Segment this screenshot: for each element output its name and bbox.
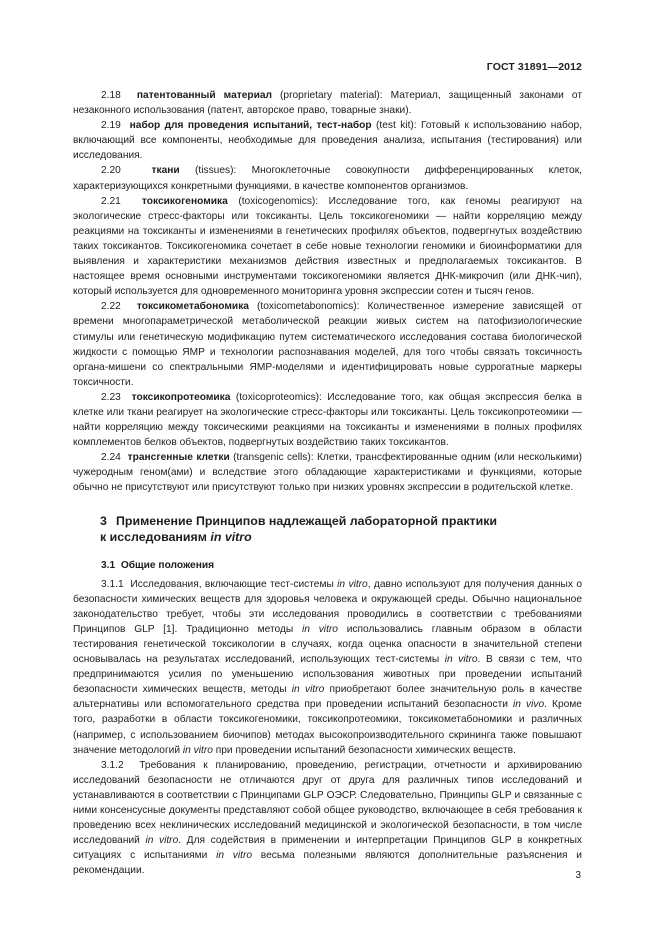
italic-term: in vitro: [291, 684, 325, 696]
document-body: [73, 88, 582, 879]
subsection-title: Общие положения: [120, 559, 215, 571]
definition-number: 2.21: [101, 195, 121, 207]
section-number: 3: [100, 513, 107, 528]
subsection-number: 3.1: [101, 559, 116, 571]
paragraph-text: приобретают более значительную роль в качестве альтернативы или вспомогательного средства при проведении испытаний безопасности: [73, 684, 582, 711]
definition-text: (toxicometabonomics): Количественное измерение зависящей от времени многопараметрической метаболической реакции живых систем на патофизиологические стимулы или генетическую модификацию путем систематического исследования состава биологической жидкости с помощью ЯМР и технологии распознавания моделей, для того чтобы связать токсичность органа-мишени со спектральными ЯМР-моделями и идентифицировать новые суррогатные маркеры токсичности.: [73, 301, 582, 388]
definition-term: токсикогеномика: [141, 195, 228, 207]
definition-term: токсикопротеомика: [131, 391, 231, 403]
paragraph-text: , давно используют для получения данных о безопасности химических веществ для здоровья человека и окружающей среды. Обычно национальное законодательство требует, чтобы эти исследования проводились в соответствии с требованиями Принципов GLP [1]. Традиционно методы: [73, 578, 582, 635]
paragraph-number: 3.1.2: [101, 759, 124, 771]
italic-term: in vitro: [182, 744, 213, 756]
italic-term: in vitro: [216, 850, 253, 862]
definition-2-19: [73, 118, 582, 163]
definition-2-21: [73, 194, 582, 300]
paragraph-text: . В связи с тем, что предпринимаются усилия по уменьшению использования животных при проведении испытаний безопасности химических веществ, методы: [73, 654, 583, 696]
definition-2-24: [73, 450, 582, 495]
italic-term: in vitro: [302, 623, 338, 635]
page-number: 3: [575, 870, 581, 881]
paragraph-text: при проведении испытаний безопасности химических веществ.: [212, 744, 516, 756]
definition-term: ткани: [151, 165, 180, 177]
definition-text: (toxicoproteomics): Исследование того, как общая экспрессия белка в клетке или ткани реагирует на экологические стресс-факторы или токсиканты. Цель токсикопротеомики — найти корреляцию между токсическими реакциями на токсиканты и изменениями в полных профилях комплементов белков объектов, подвергнутых воздействию таких токсикантов.: [73, 391, 583, 449]
definition-term: токсикометабономика: [136, 301, 249, 313]
definition-number: 2.22: [101, 301, 121, 313]
section-heading: [73, 513, 582, 546]
definition-term: патентованный материал: [136, 90, 273, 101]
definition-text: (transgenic cells): Клетки, трансфектированные одним (или несколькими) чужеродным геном(ами) и вследствие этого обладающие характеристиками и функциями, которые обычно не присутствуют или присутствуют только при низких уровнях экспрессии в родительской клетке.: [73, 452, 582, 494]
definition-number: 2.19: [101, 120, 121, 132]
definition-number: 2.24: [101, 452, 121, 464]
italic-term: in vitro: [444, 654, 478, 666]
section-title-italic: in vitro: [210, 530, 252, 545]
definition-2-23: [73, 390, 582, 450]
definition-number: 2.18: [101, 90, 121, 101]
italic-term: in vitro: [337, 578, 368, 590]
definition-text: (test kit): Готовый к использованию набор, включающий все компоненты, необходимые для проведения анализа, испытания (тестирования) или исследования.: [73, 120, 582, 162]
definition-text: (toxicogenomics): Исследование того, как геномы реагируют на экологические стресс-факторы или токсиканты. Цель токсикогеномики — найти корреляцию между реакциями на токсиканты и изменениями в генетических профилях объектов, подвергнутых воздействию таких токсикантов. Токсикогеномика сочетает в себе новые технологии геномики и биоинформатики для выявления и характеристики механизмов действия известных и предполагаемых токсикантов. В настоящее время основными инструментами токсикогеномики является ДНК-микрочип (или ДНК-чип), который используется для одновременного мониторинга уровня экспрессии сотен и тысяч генов.: [73, 195, 582, 298]
paragraph-3-1-1: [73, 577, 582, 758]
section-title-plain: к исследованиям: [100, 530, 211, 545]
definition-text: (tissues): Многоклеточные совокупности дифференцированных клеток, характеризующихся конкретными функциями, в качестве компонентов организмов.: [73, 165, 582, 192]
paragraph-text: . Для содействия в применении и интерпретации Принципов GLP в конкретных ситуациях с испытаниями: [73, 835, 582, 862]
paragraph-text: . Кроме того, разработки в области токсикогеномики, токсикопротеомики, токсикометабономики и различных (например, с использованием биочипов) методах высокопроизводительного скрининга также повышают значение методологий: [73, 699, 582, 756]
paragraph-text: Требования к планированию, проведению, регистрации, отчетности и архивированию исследований безопасности не отличаются друг от друга для различных типов исследований и устанавливаются в соответствии с Принципами GLP ОЭСР. Следовательно, Принципы GLP и связанные с ними консенсусные документы представляют собой общее руководство, включающее в себя требования к проведению всех неклинических исследований медицинской и экологической безопасности, в том числе исследований: [73, 759, 582, 847]
paragraph-text: Исследования, включающие тест-системы: [130, 578, 338, 590]
paragraph-text: использовались главным образом в области тестирования генетической токсикологии в случаях, когда оценка опасности в значительной степени основывалась на результатах исследований, использующих тест-системы: [73, 623, 582, 666]
definition-number: 2.20: [101, 165, 121, 177]
paragraph-3-1-2: [73, 758, 582, 879]
definition-2-18: [73, 88, 582, 118]
paragraph-number: 3.1.1: [101, 578, 124, 590]
definition-2-22: [73, 299, 582, 390]
definition-number: 2.23: [101, 391, 121, 403]
italic-term: in vivo: [513, 699, 545, 711]
paragraph-text: весьма полезными являются дополнительные разъяснения и рекомендации.: [73, 850, 582, 877]
section-title-line1: Применение Принципов надлежащей лабораторной практики: [116, 513, 498, 528]
definition-term: набор для проведения испытаний, тест-набор: [129, 120, 372, 132]
definition-text: (proprietary material): Материал, защищенный законами от незаконного использования (патент, авторское право, товарные знаки).: [73, 90, 582, 117]
italic-term: in vitro: [145, 835, 179, 847]
definition-term: трансгенные клетки: [127, 452, 230, 464]
definition-2-20: [73, 163, 582, 193]
standard-header: ГОСТ 31891—2012: [486, 61, 582, 73]
subsection-heading: [73, 558, 582, 573]
section-title-line2: [100, 529, 582, 546]
